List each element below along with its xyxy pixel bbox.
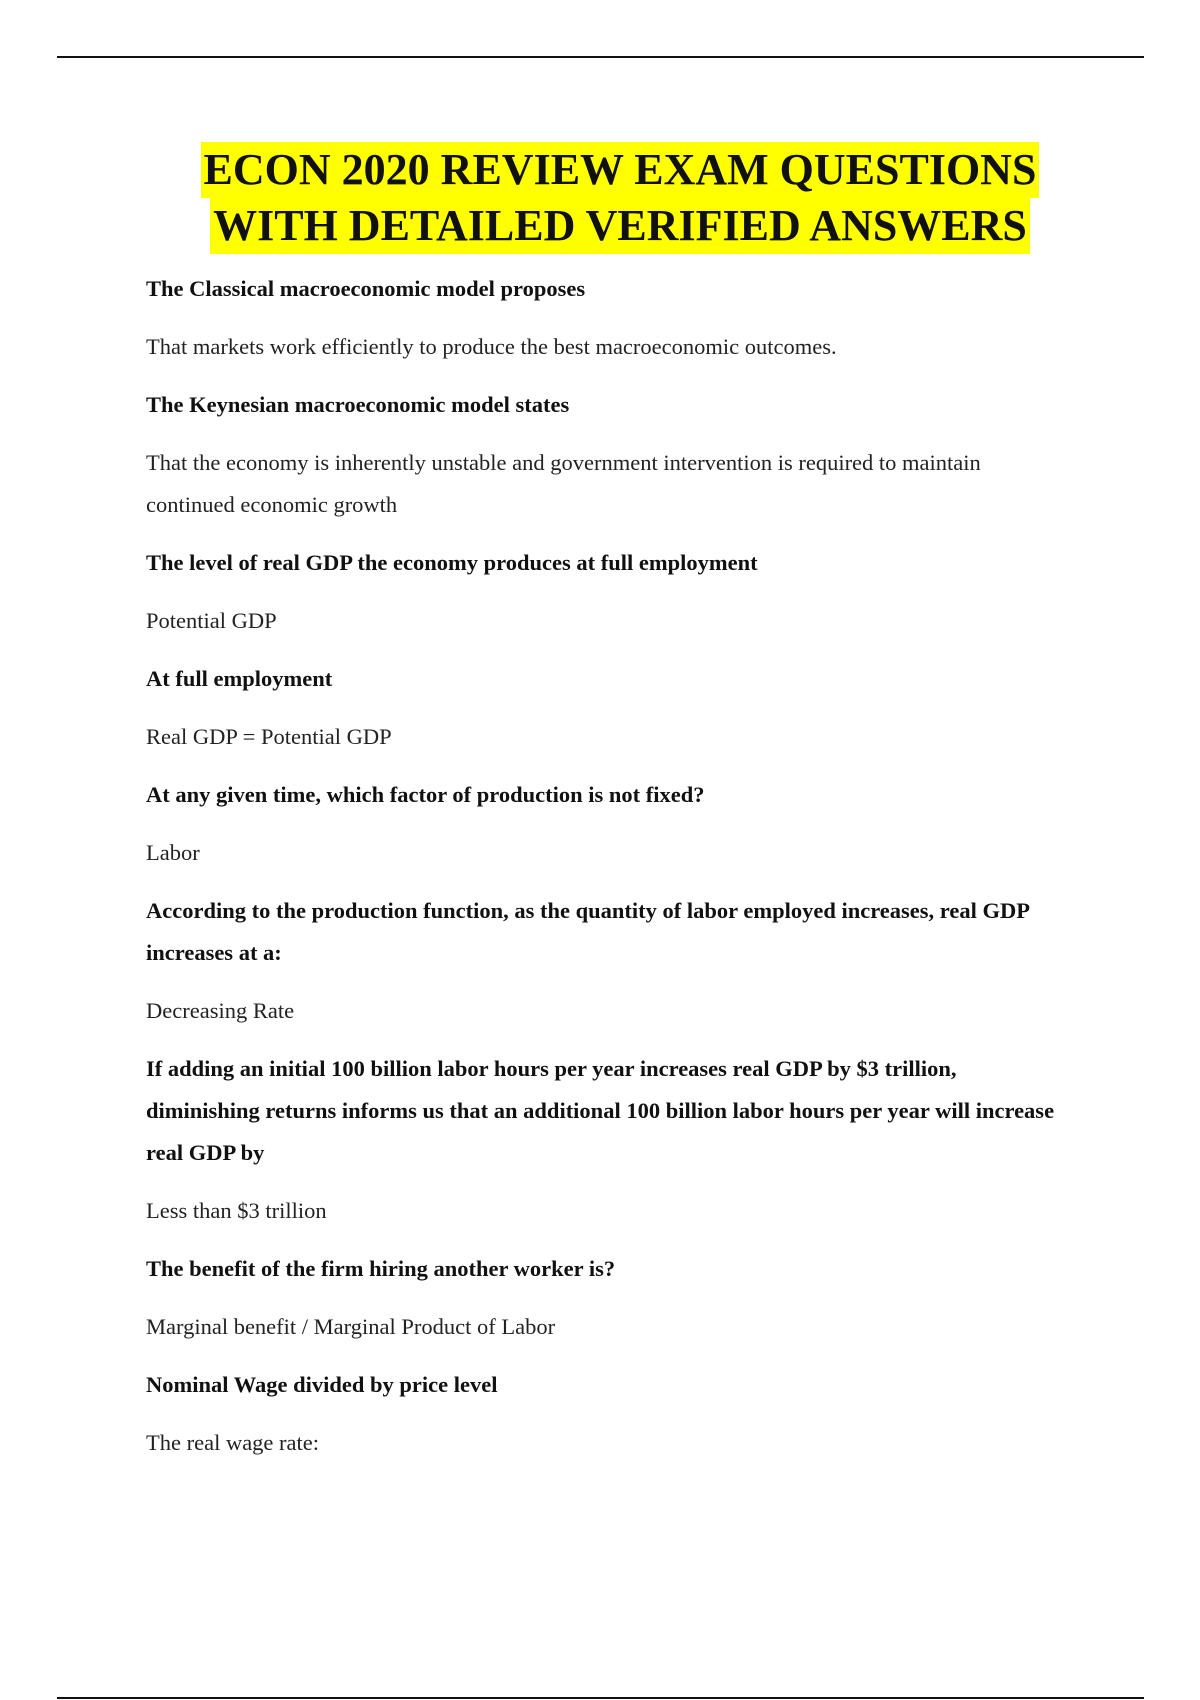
- title-line-2: WITH DETAILED VERIFIED ANSWERS: [210, 198, 1030, 254]
- qa-item: [146, 268, 1066, 368]
- question-text: The Keynesian macroeconomic model states: [146, 392, 570, 417]
- question-text: If adding an initial 100 billion labor hours per year increases real GDP by $3 trillion, diminishing returns informs us that an additional 100 billion labor hours per year will increase real GDP by: [146, 1056, 1055, 1165]
- question-text: At full employment: [146, 666, 333, 691]
- question-text: According to the production function, as the quantity of labor employed increases, real GDP increases at a:: [146, 898, 1029, 965]
- qa-list: [146, 268, 1066, 1480]
- bottom-rule: [57, 1697, 1144, 1699]
- answer-text: Less than $3 trillion: [146, 1198, 327, 1223]
- title-line-1: ECON 2020 REVIEW EXAM QUESTIONS: [201, 142, 1040, 198]
- document-title: [0, 142, 1200, 254]
- qa-item: [146, 1248, 1066, 1348]
- qa-item: [146, 890, 1066, 1032]
- qa-item: [146, 658, 1066, 758]
- answer-text: Marginal benefit / Marginal Product of Labor: [146, 1314, 556, 1339]
- question-text: The Classical macroeconomic model proposes: [146, 276, 586, 301]
- answer-text: Potential GDP: [146, 608, 277, 633]
- answer-text: Decreasing Rate: [146, 998, 295, 1023]
- question-text: At any given time, which factor of production is not fixed?: [146, 782, 705, 807]
- qa-item: [146, 542, 1066, 642]
- answer-text: That markets work efficiently to produce the best macroeconomic outcomes.: [146, 334, 837, 359]
- answer-text: Real GDP = Potential GDP: [146, 724, 392, 749]
- answer-text: The real wage rate:: [146, 1430, 320, 1455]
- qa-item: [146, 1048, 1066, 1232]
- qa-item: [146, 774, 1066, 874]
- question-text: The level of real GDP the economy produces at full employment: [146, 550, 758, 575]
- answer-text: That the economy is inherently unstable and government intervention is required to maintain continued economic growth: [146, 450, 981, 517]
- top-rule: [57, 56, 1144, 58]
- qa-item: [146, 1364, 1066, 1464]
- question-text: Nominal Wage divided by price level: [146, 1372, 498, 1397]
- answer-text: Labor: [146, 840, 200, 865]
- qa-item: [146, 384, 1066, 526]
- question-text: The benefit of the firm hiring another worker is?: [146, 1256, 616, 1281]
